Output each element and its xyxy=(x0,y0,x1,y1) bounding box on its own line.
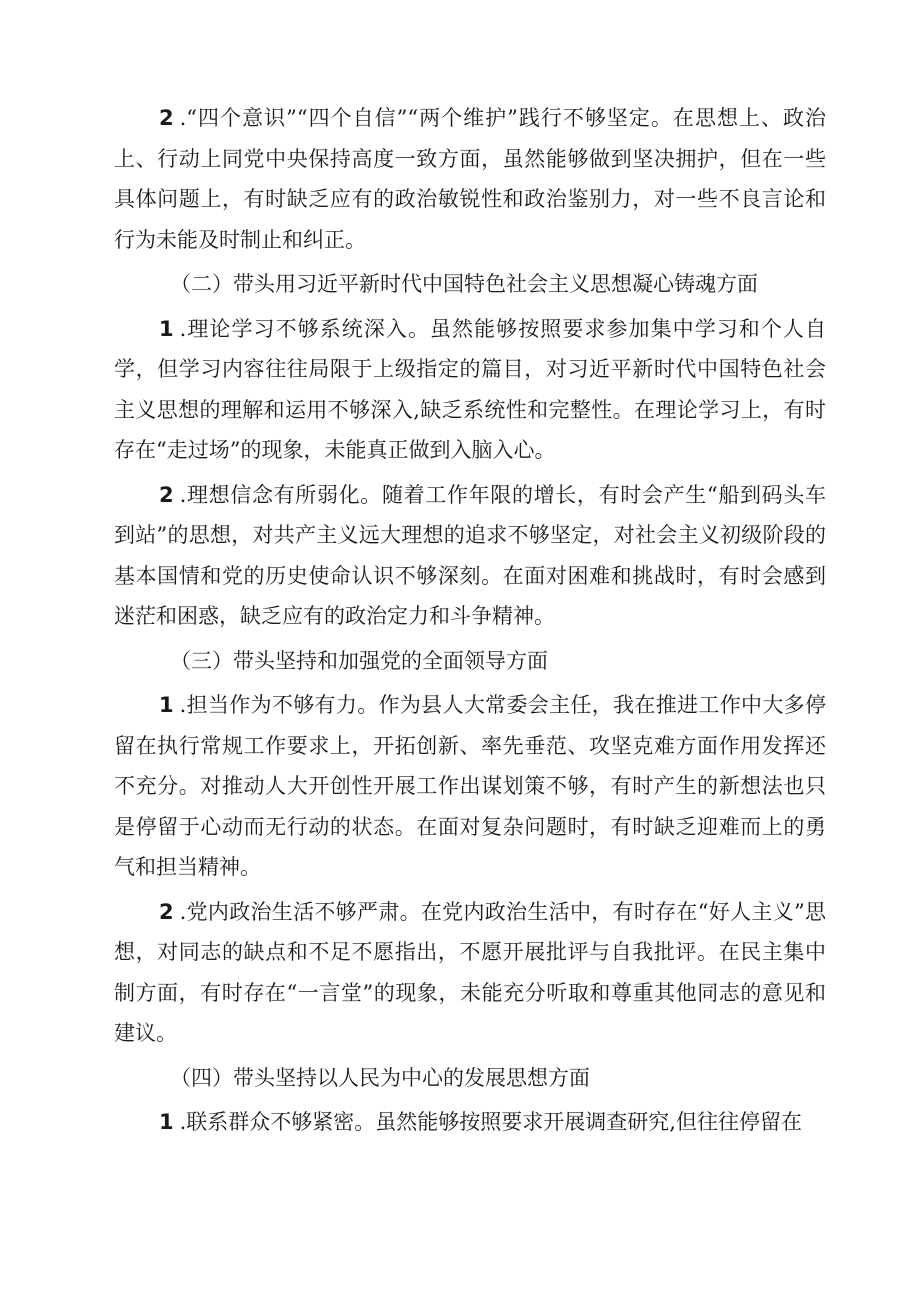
paragraph-item-1-theory-study xyxy=(114,309,826,471)
item-number: 2 xyxy=(159,482,174,507)
item-number: 1 xyxy=(159,1110,174,1134)
paragraph-item-2-ideals-belief xyxy=(114,475,826,637)
paragraph-item-2-four-consciousness xyxy=(114,98,826,260)
item-number: 2 xyxy=(159,106,174,130)
item-number: 2 xyxy=(159,899,174,924)
section-heading-2: （二）带头用习近平新时代中国特色社会主义思想凝心铸魂方面 xyxy=(170,272,758,296)
paragraph-text: .党内政治生活不够严肃。在党内政治生活中，有时存在“好人主义”思想，对同志的缺点和不足不愿指出，不愿开展批评与自我批评。在民主集中制方面，有时存在“一言堂”的现象，未能充分听取和尊重其他同志的意见和建议。 xyxy=(114,899,826,1045)
paragraph-text: .担当作为不够有力。作为县人大常委会主任，我在推进工作中大多停留在执行常规工作要求上，开拓创新、率先垂范、攻坚克难方面作用发挥还不充分。对推动人大开创性开展工作出谋划策不够，有时产生的新想法也只是停留于心动而无行动的状态。在面对复杂问题时，有时缺乏迎难而上的勇气和担当精神。 xyxy=(114,693,826,879)
paragraph-item-1-contact-masses xyxy=(114,1102,826,1143)
paragraph-item-1-responsibility xyxy=(114,685,826,888)
paragraph-text: .联系群众不够紧密。虽然能够按照要求开展调查研究,但往往停留在 xyxy=(179,1110,802,1134)
section-heading-4: （四）带头坚持以人民为中心的发展思想方面 xyxy=(170,1065,590,1090)
paragraph-item-2-party-life xyxy=(114,892,826,1054)
item-number: 1 xyxy=(159,693,174,717)
paragraph-text: .理论学习不够系统深入。虽然能够按照要求参加集中学习和个人自学，但学习内容往往局限于上级指定的篇目，对习近平新时代中国特色社会主义思想的理解和运用不够深入,缺乏系统性和完整性。在理论学习上，有时存在“走过场”的现象，未能真正做到入脑入心。 xyxy=(114,316,826,462)
item-number: 1 xyxy=(159,316,174,341)
section-heading-3: （三）带头坚持和加强党的全面领导方面 xyxy=(170,648,548,673)
paragraph-text: .“四个意识”“四个自信”“两个维护”践行不够坚定。在思想上、政治上、行动上同党中央保持高度一致方面，虽然能够做到坚决拥护，但在一些具体问题上，有时缺乏应有的政治敏锐性和政治鉴别力，对一些不良言论和行为未能及时制止和纠正。 xyxy=(114,106,826,252)
paragraph-text: .理想信念有所弱化。随着工作年限的增长，有时会产生“船到码头车到站”的思想，对共产主义远大理想的追求不够坚定，对社会主义初级阶段的基本国情和党的历史使命认识不够深刻。在面对困难和挑战时，有时会感到迷茫和困惑，缺乏应有的政治定力和斗争精神。 xyxy=(114,482,826,628)
document-page xyxy=(114,98,826,1143)
